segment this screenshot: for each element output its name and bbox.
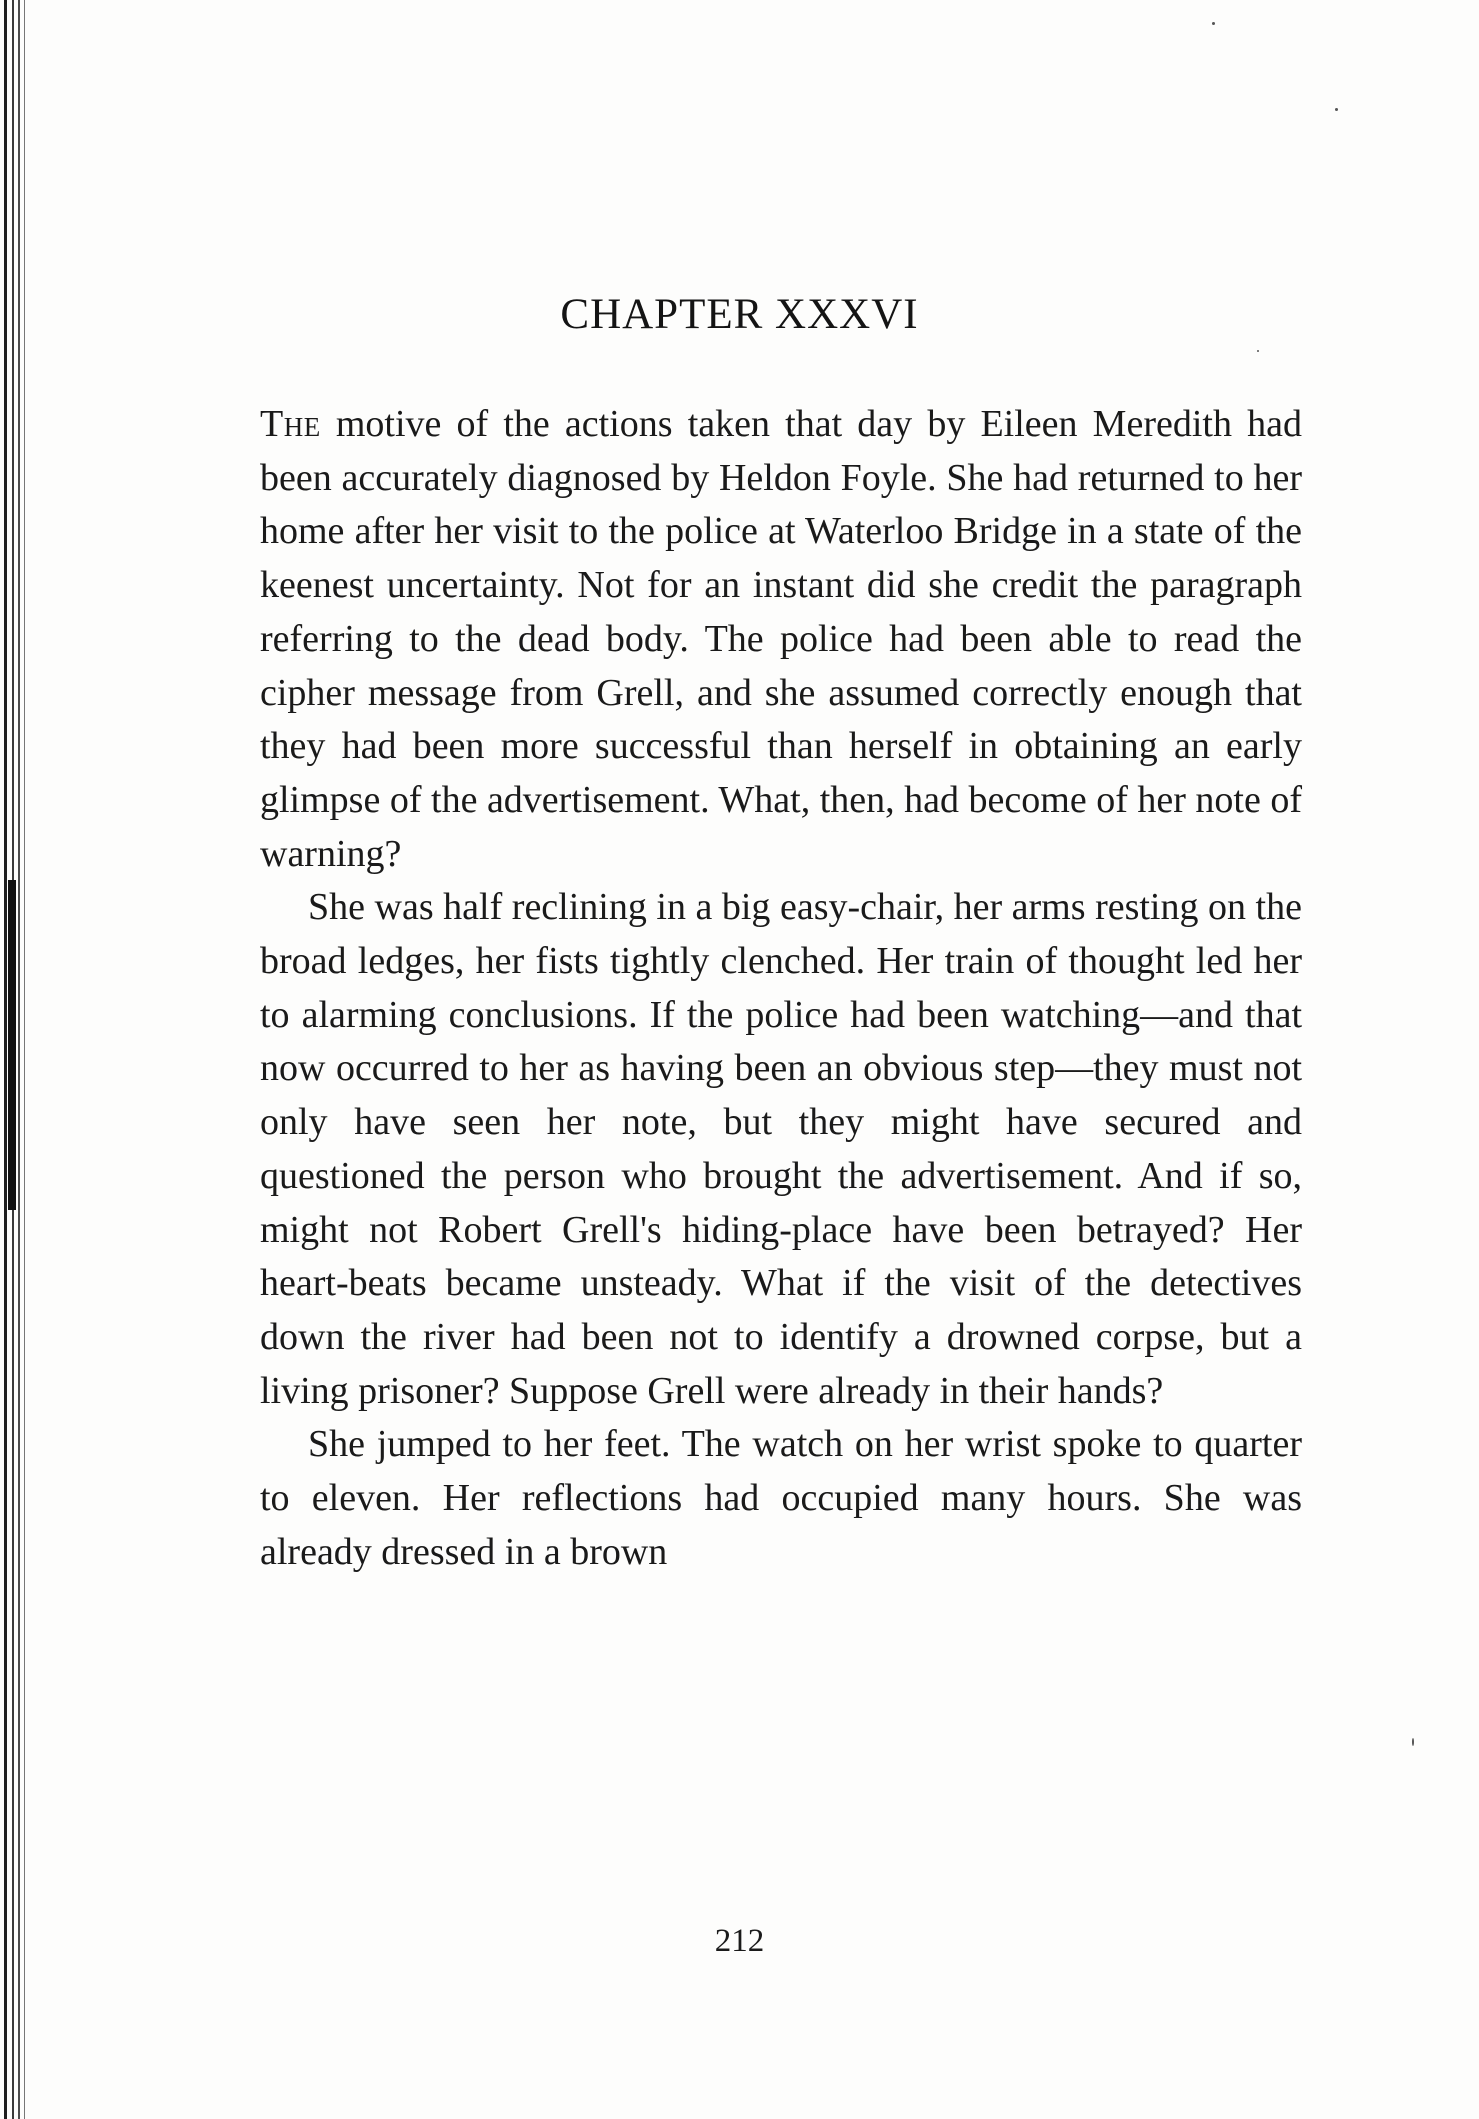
scan-speck <box>1257 350 1259 352</box>
chapter-title: CHAPTER XXXVI <box>560 291 919 338</box>
paragraph-text: She was half reclining in a big easy-chair, her arms resting on the broad ledges, her fists tightly clenched. Her train of thought led her to alarming conclusions. If the police had been watching—and that now occurred to her as having been an obvious step—they must not only have seen her note, but they might have secured and questioned the person who brought the advertisement. And if so, might not Robert Grell's hiding-place have been betrayed? Her heart-beats became unsteady. What if the visit of the detectives down the river had been not to identify a drowned corpse, but a living prisoner? Suppose Grell were already in their hands? <box>260 886 1302 1412</box>
paragraph-text: motive of the actions taken that day by Eileen Meredith had been accurately diagnosed by Heldon Foyle. She had returned to her home after her visit to the police at Waterloo Bridge in a state of the keenest uncertainty. Not for an instant did she credit the paragraph referring to the dead body. The police had been able to read the cipher message from Grell, and she assumed correctly enough that they had been more successful than herself in obtaining an early glimpse of the advertisement. What, then, had become of her note of warning? <box>260 403 1302 875</box>
paragraph-3 <box>260 1418 1302 1579</box>
chapter-body <box>260 398 1302 1579</box>
scan-speck <box>1412 1738 1414 1746</box>
scan-speck <box>1335 108 1338 111</box>
binding-shadow <box>8 880 16 1210</box>
scan-speck <box>1212 22 1215 25</box>
paragraph-1 <box>260 398 1302 881</box>
page-number: 212 <box>714 1923 765 1959</box>
paragraph-2 <box>260 881 1302 1418</box>
paragraph-text: She jumped to her feet. The watch on her wrist spoke to quarter to eleven. Her reflections had occupied many hours. She was already dressed in a brown <box>260 1423 1302 1573</box>
paragraph-lead-word: The <box>260 403 321 445</box>
